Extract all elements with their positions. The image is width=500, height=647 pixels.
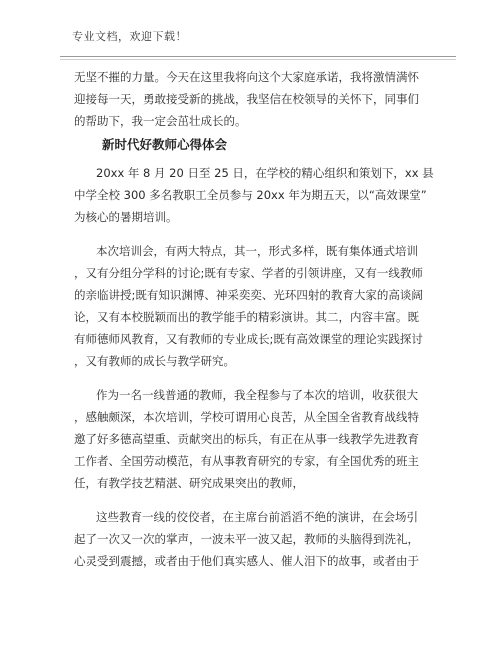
text-line: 任，有教学技艺精湛、研究成果突出的教师，	[74, 476, 304, 490]
text-line: 的帮助下，我一定会茁壮成长的。	[74, 114, 247, 128]
text-line: 的亲临讲授;既有知识渊博、神采奕奕、光环四射的教育大家的高谈阔	[74, 288, 423, 302]
paragraph-4	[74, 506, 429, 572]
text-line: 有师德师风教育，又有教师的专业成长;既有高效课堂的理论实践探讨	[74, 332, 423, 346]
text-line: 这些教育一线的佼佼者，在主席台前滔滔不绝的演讲，在会场引	[96, 510, 418, 524]
text-line: 本次培训会，有两大特点，其一，形式多样，既有集体通式培训	[96, 244, 418, 258]
page-header: 专业文档，欢迎下载！	[72, 30, 187, 43]
text-line: 中学全校 300 多名教职工全员参与 20xx 年为期五天，以“高效课堂”	[74, 188, 427, 202]
text-line: ，又有教师的成长与教学研究。	[74, 354, 235, 368]
text-line: ，又有分组分学科的讨论;既有专家、学者的引领讲座，又有一线教师	[74, 266, 423, 280]
text-line: ，感触颇深，本次培训，学校可谓用心良苦，从全国全省教育战线特	[74, 410, 419, 424]
text-line: 论，又有本校脱颖而出的教学能手的精彩演讲。其二，内容丰富。既	[74, 310, 419, 324]
text-line: 邀了好多德高望重、贡献突出的标兵，有正在从事一线教学先进教育	[74, 432, 419, 446]
paragraph-2	[74, 240, 429, 372]
document-body	[74, 66, 434, 572]
text-line: 为核心的暑期培训。	[74, 210, 178, 224]
header-divider-secondary	[60, 59, 456, 60]
header-divider	[60, 56, 456, 57]
text-line: 作为一名一线普通的教师，我全程参与了本次的培训，收获很大	[96, 388, 418, 402]
paragraph-1	[74, 162, 434, 228]
text-line: 无坚不摧的力量。今天在这里我将向这个大家庭承诺，我将激情满怀	[74, 70, 419, 84]
section-heading: 新时代好教师心得体会	[102, 137, 228, 152]
text-line: 心灵受到震撼，或者由于他们真实感人、催人泪下的故事，或者由于	[74, 554, 419, 568]
paragraph-3	[74, 384, 429, 494]
text-line: 20xx 年 8 月 20 日至 25 日，在学校的精心组织和策划下，xx 县	[96, 166, 434, 180]
paragraph-intro	[74, 66, 429, 132]
text-line: 迎接每一天，勇敢接受新的挑战，我坚信在校领导的关怀下，同事们	[74, 92, 419, 106]
text-line: 工作者、全国劳动模范，有从事教育研究的专家，有全国优秀的班主	[74, 454, 419, 468]
text-line: 起了一次又一次的掌声，一波未平一波又起，教师的头脑得到洗礼，	[74, 532, 419, 546]
